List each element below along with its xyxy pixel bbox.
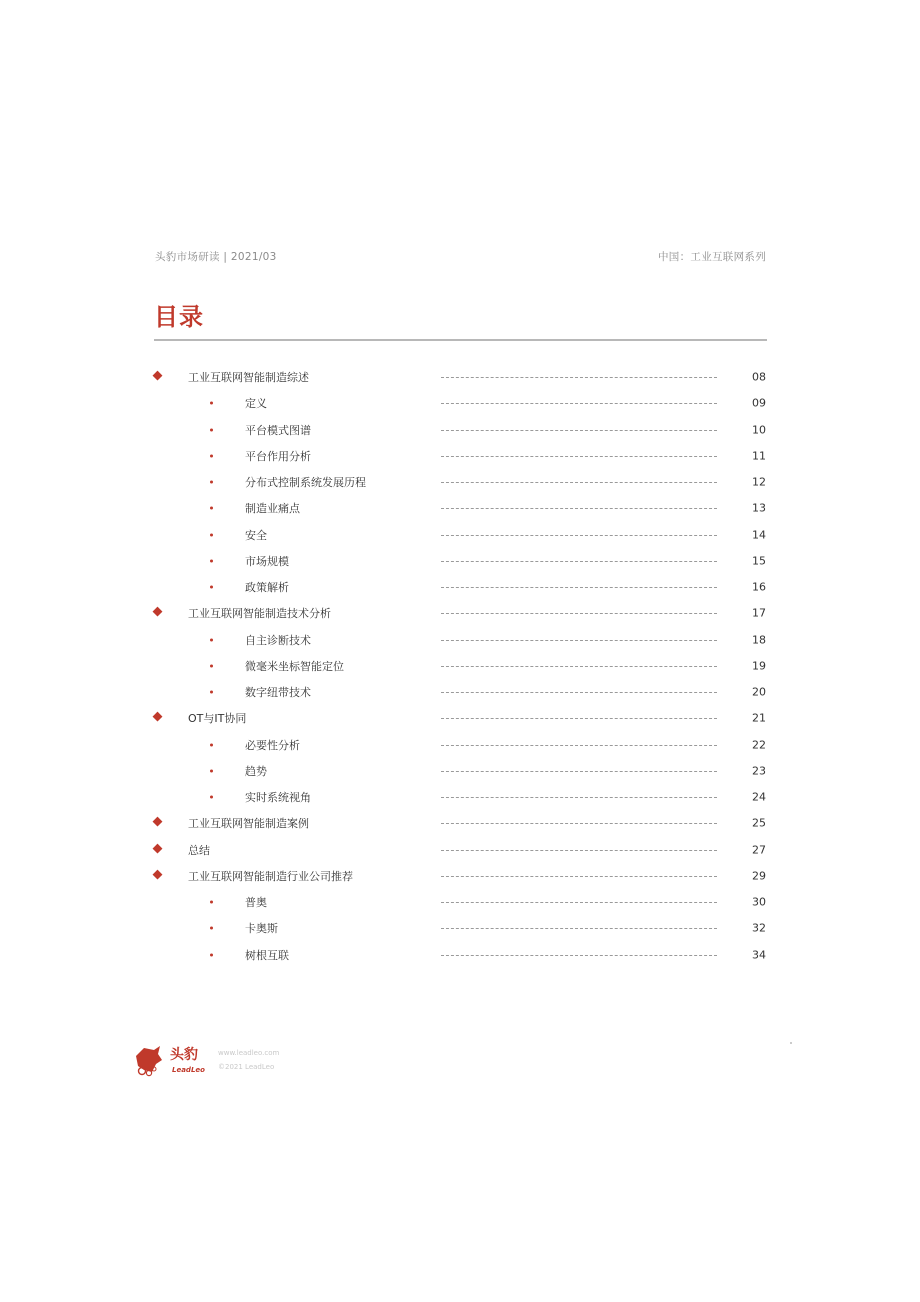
dotted-leader — [441, 797, 717, 798]
dot-bullet-icon — [210, 559, 213, 562]
dot-bullet-icon — [210, 769, 213, 772]
toc-label: 卡奥斯 — [245, 922, 278, 936]
toc-page-number: 29 — [752, 869, 766, 883]
toc-subsection — [0, 784, 920, 810]
dotted-leader — [441, 850, 717, 851]
toc-label: 制造业痛点 — [245, 502, 300, 516]
toc-label: 数字纽带技术 — [245, 686, 311, 700]
diamond-bullet-icon — [153, 371, 163, 381]
dotted-leader — [441, 692, 717, 693]
toc-label: OT与IT协同 — [188, 712, 247, 726]
toc-subsection — [0, 390, 920, 416]
toc-page-number: 23 — [752, 764, 766, 778]
dot-bullet-icon — [210, 664, 213, 667]
toc-label: 安全 — [245, 528, 267, 542]
toc-page-number: 10 — [752, 423, 766, 437]
toc-subsection — [0, 548, 920, 574]
toc-subsection — [0, 679, 920, 705]
dotted-leader — [441, 823, 717, 824]
dotted-leader — [441, 508, 717, 509]
page-mark — [790, 1042, 792, 1044]
dot-bullet-icon — [210, 691, 213, 694]
page-title: 目录 — [154, 303, 204, 331]
title-divider — [154, 339, 767, 341]
toc-subsection — [0, 915, 920, 941]
dot-bullet-icon — [210, 507, 213, 510]
dotted-leader — [441, 745, 717, 746]
dotted-leader — [441, 928, 717, 929]
dotted-leader — [441, 718, 717, 719]
footer-website: www.leadleo.com — [218, 1049, 280, 1057]
dotted-leader — [441, 640, 717, 641]
dotted-leader — [441, 403, 717, 404]
toc-page-number: 17 — [752, 606, 766, 620]
dotted-leader — [441, 456, 717, 457]
dotted-leader — [441, 613, 717, 614]
dot-bullet-icon — [210, 901, 213, 904]
toc-page-number: 13 — [752, 501, 766, 515]
toc-subsection — [0, 732, 920, 758]
toc-label: 平台模式图谱 — [245, 423, 311, 437]
toc-label: 自主诊断技术 — [245, 633, 311, 647]
toc-section — [0, 810, 920, 836]
toc-page-number: 21 — [752, 711, 766, 725]
toc-subsection — [0, 574, 920, 600]
dotted-leader — [441, 561, 717, 562]
toc-label: 工业互联网智能制造行业公司推荐 — [188, 869, 353, 883]
toc-label: 政策解析 — [245, 581, 289, 595]
toc-section — [0, 705, 920, 731]
toc-subsection — [0, 522, 920, 548]
toc-section — [0, 364, 920, 390]
dot-bullet-icon — [210, 533, 213, 536]
toc-page-number: 15 — [752, 554, 766, 568]
dot-bullet-icon — [210, 638, 213, 641]
toc-label: 工业互联网智能制造案例 — [188, 817, 309, 831]
toc-page-number: 20 — [752, 685, 766, 699]
toc-subsection — [0, 758, 920, 784]
leopard-head-icon — [136, 1046, 162, 1076]
toc-page-number: 16 — [752, 580, 766, 594]
footer-copyright: ©2021 LeadLeo — [218, 1063, 275, 1071]
toc-subsection — [0, 653, 920, 679]
toc-subsection — [0, 417, 920, 443]
toc-page-number: 34 — [752, 948, 766, 962]
dot-bullet-icon — [210, 454, 213, 457]
toc-page-number: 19 — [752, 659, 766, 673]
toc-page-number: 08 — [752, 370, 766, 384]
toc-label: 平台作用分析 — [245, 449, 311, 463]
toc-label: 微毫米坐标智能定位 — [245, 659, 344, 673]
dot-bullet-icon — [210, 953, 213, 956]
header-series-date: 头豹市场研读 | 2021/03 — [155, 251, 277, 263]
dot-bullet-icon — [210, 743, 213, 746]
toc-label: 必要性分析 — [245, 738, 300, 752]
toc-subsection — [0, 889, 920, 915]
toc-subsection — [0, 495, 920, 521]
toc-section — [0, 863, 920, 889]
dotted-leader — [441, 666, 717, 667]
toc-page-number: 32 — [752, 921, 766, 935]
diamond-bullet-icon — [153, 607, 163, 617]
logo-text-cn: 头豹 — [170, 1047, 198, 1063]
toc-section — [0, 837, 920, 863]
toc-label: 实时系统视角 — [245, 791, 311, 805]
dot-bullet-icon — [210, 481, 213, 484]
dotted-leader — [441, 955, 717, 956]
toc-page-number: 27 — [752, 843, 766, 857]
toc-page-number: 14 — [752, 528, 766, 542]
toc-page-number: 30 — [752, 895, 766, 909]
diamond-bullet-icon — [153, 817, 163, 827]
dot-bullet-icon — [210, 586, 213, 589]
dotted-leader — [441, 535, 717, 536]
diamond-bullet-icon — [153, 712, 163, 722]
toc-label: 工业互联网智能制造技术分析 — [188, 607, 331, 621]
toc-subsection — [0, 469, 920, 495]
diamond-bullet-icon — [153, 870, 163, 880]
dotted-leader — [441, 902, 717, 903]
dotted-leader — [441, 876, 717, 877]
toc-label: 普奥 — [245, 896, 267, 910]
toc-subsection — [0, 443, 920, 469]
toc-label: 工业互联网智能制造综述 — [188, 371, 309, 385]
dot-bullet-icon — [210, 402, 213, 405]
toc-page-number: 22 — [752, 738, 766, 752]
dot-bullet-icon — [210, 796, 213, 799]
logo-text-en: LeadLeo — [172, 1066, 205, 1074]
dotted-leader — [441, 430, 717, 431]
toc-label: 趋势 — [245, 764, 267, 778]
toc-section — [0, 600, 920, 626]
dotted-leader — [441, 482, 717, 483]
dot-bullet-icon — [210, 428, 213, 431]
toc-label: 市场规模 — [245, 554, 289, 568]
header-series-name: 中国：工业互联网系列 — [658, 251, 766, 263]
toc-label: 定义 — [245, 397, 267, 411]
toc-page-number: 09 — [752, 396, 766, 410]
toc-subsection — [0, 942, 920, 968]
toc-label: 总结 — [188, 843, 210, 857]
diamond-bullet-icon — [153, 843, 163, 853]
dotted-leader — [441, 587, 717, 588]
toc-page-number: 11 — [752, 449, 766, 463]
toc-subsection — [0, 627, 920, 653]
dotted-leader — [441, 771, 717, 772]
table-of-contents — [0, 364, 920, 968]
toc-page-number: 25 — [752, 816, 766, 830]
toc-page-number: 24 — [752, 790, 766, 804]
toc-page-number: 12 — [752, 475, 766, 489]
toc-label: 分布式控制系统发展历程 — [245, 476, 366, 490]
dot-bullet-icon — [210, 927, 213, 930]
dotted-leader — [441, 377, 717, 378]
toc-page-number: 18 — [752, 633, 766, 647]
toc-label: 树根互联 — [245, 948, 289, 962]
leadleo-logo — [134, 1042, 214, 1078]
